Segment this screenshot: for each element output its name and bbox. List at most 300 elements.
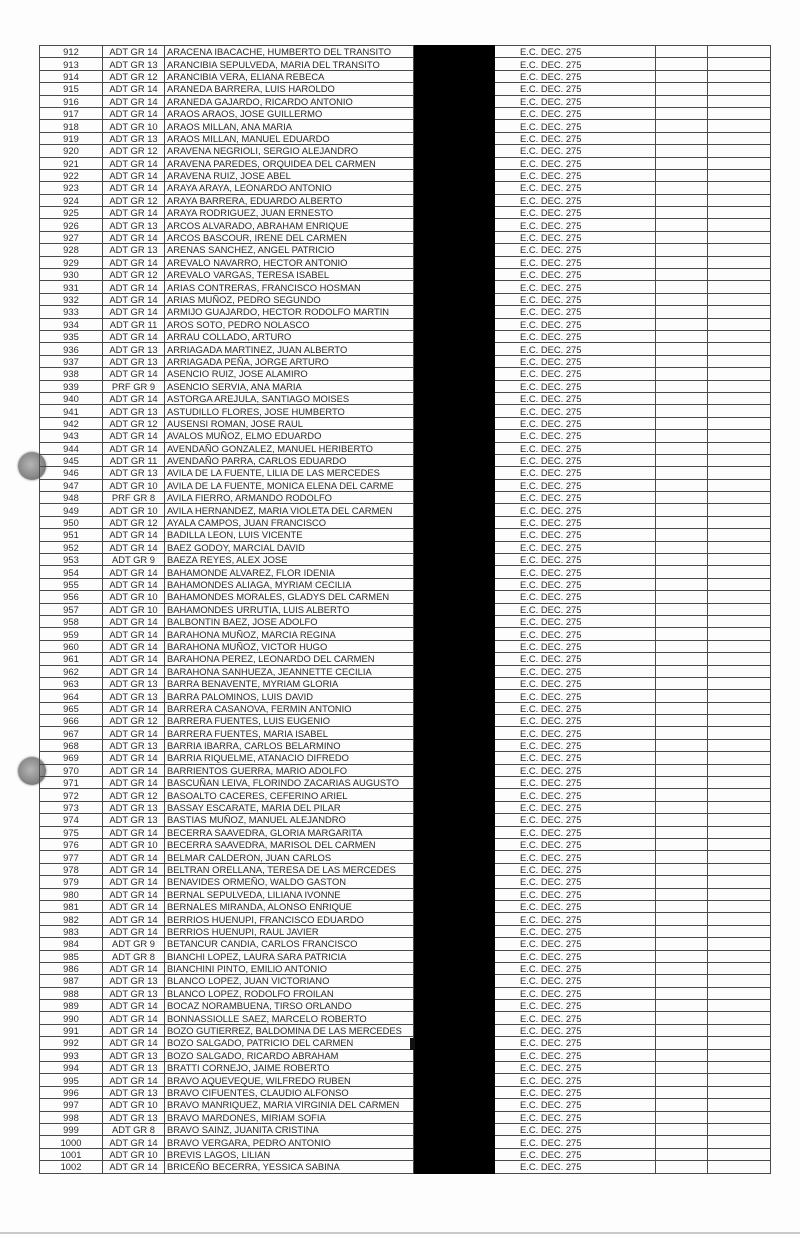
row-number-cell: 976 (40, 839, 103, 851)
blank-cell (656, 1148, 708, 1160)
blank-cell (708, 355, 771, 367)
row-number-cell: 920 (40, 145, 103, 157)
redacted-cell (414, 417, 495, 429)
employee-name-cell: ARRIAGADA PEÑA, JORGE ARTURO (165, 355, 414, 367)
table-row (40, 306, 771, 318)
grade-cell: ADT GR 10 (103, 1148, 165, 1160)
grade-cell: ADT GR 14 (103, 1136, 165, 1148)
blank-cell (656, 591, 708, 603)
grade-cell: ADT GR 13 (103, 1049, 165, 1061)
blank-cell (708, 343, 771, 355)
table-row (40, 925, 771, 937)
redacted-cell (414, 442, 495, 454)
blank-cell (708, 826, 771, 838)
blank-cell (708, 814, 771, 826)
row-number-cell: 988 (40, 987, 103, 999)
grade-cell: ADT GR 14 (103, 1000, 165, 1012)
table-row (40, 665, 771, 677)
table-row (40, 1000, 771, 1012)
blank-cell (708, 888, 771, 900)
redacted-cell (414, 603, 495, 615)
row-number-cell: 989 (40, 1000, 103, 1012)
decree-cell: E.C. DEC. 275 (495, 207, 656, 219)
decree-cell: E.C. DEC. 275 (495, 1136, 656, 1148)
grade-cell: ADT GR 14 (103, 777, 165, 789)
decree-cell: E.C. DEC. 275 (495, 925, 656, 937)
employee-name-cell: AUSENSI ROMAN, JOSE RAUL (165, 417, 414, 429)
redacted-cell (414, 615, 495, 627)
blank-cell (656, 789, 708, 801)
decree-cell: E.C. DEC. 275 (495, 566, 656, 578)
grade-cell: ADT GR 13 (103, 1111, 165, 1123)
blank-cell (656, 1074, 708, 1086)
blank-cell (708, 1037, 771, 1049)
blank-cell (708, 231, 771, 243)
employee-name-cell: AVENDAÑO PARRA, CARLOS EDUARDO (165, 454, 414, 466)
decree-cell: E.C. DEC. 275 (495, 1062, 656, 1074)
decree-cell: E.C. DEC. 275 (495, 219, 656, 231)
decree-cell: E.C. DEC. 275 (495, 591, 656, 603)
row-number-cell: 952 (40, 541, 103, 553)
redacted-cell (414, 1086, 495, 1098)
blank-cell (656, 219, 708, 231)
blank-cell (656, 95, 708, 107)
decree-cell: E.C. DEC. 275 (495, 231, 656, 243)
grade-cell: ADT GR 14 (103, 541, 165, 553)
row-number-cell: 923 (40, 182, 103, 194)
employee-name-cell: BASSAY ESCARATE, MARIA DEL PILAR (165, 801, 414, 813)
blank-cell (708, 244, 771, 256)
blank-cell (708, 938, 771, 950)
redacted-cell (414, 157, 495, 169)
grade-cell: ADT GR 13 (103, 1086, 165, 1098)
decree-cell: E.C. DEC. 275 (495, 1086, 656, 1098)
employee-name-cell: AREVALO VARGAS, TERESA ISABEL (165, 269, 414, 281)
employee-name-cell: BRAVO CIFUENTES, CLAUDIO ALFONSO (165, 1086, 414, 1098)
redacted-cell (414, 330, 495, 342)
employee-name-cell: BREVIS LAGOS, LILIAN (165, 1148, 414, 1160)
redacted-cell (414, 107, 495, 119)
blank-cell (656, 1049, 708, 1061)
blank-cell (708, 157, 771, 169)
employee-name-cell: BALBONTIN BAEZ, JOSE ADOLFO (165, 615, 414, 627)
employee-name-cell: BARRERA CASANOVA, FERMIN ANTONIO (165, 702, 414, 714)
redacted-cell (414, 814, 495, 826)
blank-cell (708, 330, 771, 342)
blank-cell (656, 1111, 708, 1123)
table-row (40, 405, 771, 417)
blank-cell (708, 417, 771, 429)
table-row (40, 107, 771, 119)
row-number-cell: 917 (40, 107, 103, 119)
row-number-cell: 978 (40, 863, 103, 875)
redacted-cell (414, 913, 495, 925)
decree-cell: E.C. DEC. 275 (495, 1111, 656, 1123)
employee-name-cell: BRAVO AQUEVEQUE, WILFREDO RUBEN (165, 1074, 414, 1086)
employee-name-cell: ASTORGA AREJULA, SANTIAGO MOISES (165, 392, 414, 404)
grade-cell: ADT GR 13 (103, 58, 165, 70)
blank-cell (656, 1161, 708, 1173)
row-number-cell: 928 (40, 244, 103, 256)
grade-cell: ADT GR 10 (103, 839, 165, 851)
grade-cell: ADT GR 10 (103, 603, 165, 615)
row-number-cell: 986 (40, 962, 103, 974)
row-number-cell: 1001 (40, 1148, 103, 1160)
table-row (40, 777, 771, 789)
decree-cell: E.C. DEC. 275 (495, 368, 656, 380)
row-number-cell: 968 (40, 739, 103, 751)
grade-cell: ADT GR 14 (103, 169, 165, 181)
redacted-cell (414, 95, 495, 107)
blank-cell (656, 380, 708, 392)
blank-cell (708, 194, 771, 206)
decree-cell: E.C. DEC. 275 (495, 541, 656, 553)
decree-cell: E.C. DEC. 275 (495, 107, 656, 119)
grade-cell: ADT GR 14 (103, 888, 165, 900)
blank-cell (656, 83, 708, 95)
row-number-cell: 934 (40, 318, 103, 330)
row-number-cell: 992 (40, 1037, 103, 1049)
row-number-cell: 970 (40, 764, 103, 776)
blank-cell (708, 900, 771, 912)
employee-name-cell: BELTRAN ORELLANA, TERESA DE LAS MERCEDES (165, 863, 414, 875)
employee-name-cell: ARRAU COLLADO, ARTURO (165, 330, 414, 342)
employee-name-cell: ARAYA ARAYA, LEONARDO ANTONIO (165, 182, 414, 194)
decree-cell: E.C. DEC. 275 (495, 1037, 656, 1049)
employee-name-cell: ARAOS ARAOS, JOSE GUILLERMO (165, 107, 414, 119)
row-number-cell: 961 (40, 653, 103, 665)
redacted-cell (414, 281, 495, 293)
decree-cell: E.C. DEC. 275 (495, 442, 656, 454)
grade-cell: ADT GR 13 (103, 739, 165, 751)
redacted-cell (414, 516, 495, 528)
table-row (40, 169, 771, 181)
blank-cell (656, 900, 708, 912)
grade-cell: ADT GR 14 (103, 442, 165, 454)
row-number-cell: 945 (40, 454, 103, 466)
row-number-cell: 991 (40, 1024, 103, 1036)
blank-cell (656, 1024, 708, 1036)
grade-cell: PRF GR 8 (103, 492, 165, 504)
employee-name-cell: BAHAMONDES URRUTIA, LUIS ALBERTO (165, 603, 414, 615)
grade-cell: ADT GR 14 (103, 281, 165, 293)
row-number-cell: 983 (40, 925, 103, 937)
decree-cell: E.C. DEC. 275 (495, 900, 656, 912)
redacted-cell (414, 430, 495, 442)
blank-cell (708, 801, 771, 813)
redacted-cell (414, 182, 495, 194)
decree-cell: E.C. DEC. 275 (495, 392, 656, 404)
row-number-cell: 1000 (40, 1136, 103, 1148)
row-number-cell: 999 (40, 1123, 103, 1135)
decree-cell: E.C. DEC. 275 (495, 702, 656, 714)
decree-cell: E.C. DEC. 275 (495, 70, 656, 82)
blank-cell (708, 1074, 771, 1086)
employee-name-cell: ARANEDA BARRERA, LUIS HAROLDO (165, 83, 414, 95)
table-row (40, 950, 771, 962)
blank-cell (656, 752, 708, 764)
employee-name-cell: ARRIAGADA MARTINEZ, JUAN ALBERTO (165, 343, 414, 355)
blank-cell (656, 169, 708, 181)
employee-name-cell: BRAVO MARDONES, MIRIAM SOFIA (165, 1111, 414, 1123)
grade-cell: ADT GR 14 (103, 95, 165, 107)
blank-cell (708, 1049, 771, 1061)
row-number-cell: 984 (40, 938, 103, 950)
blank-cell (656, 132, 708, 144)
grade-cell: ADT GR 12 (103, 269, 165, 281)
employee-name-cell: BARAHONA MUÑOZ, MARCIA REGINA (165, 628, 414, 640)
redacted-cell (414, 70, 495, 82)
employee-name-cell: ARAVENA NEGRIOLI, SERGIO ALEJANDRO (165, 145, 414, 157)
table-row (40, 70, 771, 82)
redacted-cell (414, 764, 495, 776)
redacted-cell (414, 306, 495, 318)
decree-cell: E.C. DEC. 275 (495, 715, 656, 727)
employee-name-cell: BERNAL SEPULVEDA, LILIANA IVONNE (165, 888, 414, 900)
grade-cell: ADT GR 14 (103, 1024, 165, 1036)
table-row (40, 442, 771, 454)
blank-cell (656, 355, 708, 367)
redacted-cell (414, 1111, 495, 1123)
table-row (40, 628, 771, 640)
blank-cell (656, 826, 708, 838)
table-row (40, 182, 771, 194)
grade-cell: ADT GR 13 (103, 343, 165, 355)
row-number-cell: 958 (40, 615, 103, 627)
blank-cell (656, 578, 708, 590)
redacted-cell (414, 1062, 495, 1074)
employee-name-cell: ARIAS MUÑOZ, PEDRO SEGUNDO (165, 293, 414, 305)
blank-cell (656, 107, 708, 119)
blank-cell (656, 950, 708, 962)
row-number-cell: 941 (40, 405, 103, 417)
table-row (40, 1049, 771, 1061)
table-row (40, 479, 771, 491)
redacted-cell (414, 145, 495, 157)
decree-cell: E.C. DEC. 275 (495, 777, 656, 789)
blank-cell (656, 876, 708, 888)
decree-cell: E.C. DEC. 275 (495, 157, 656, 169)
employee-name-cell: BOZO SALGADO, PATRICIO DEL CARMEN (165, 1037, 414, 1049)
blank-cell (656, 145, 708, 157)
redacted-cell (414, 653, 495, 665)
redacted-cell (414, 120, 495, 132)
blank-cell (708, 207, 771, 219)
redacted-cell (414, 938, 495, 950)
table-row (40, 281, 771, 293)
row-number-cell: 974 (40, 814, 103, 826)
row-number-cell: 957 (40, 603, 103, 615)
row-number-cell: 953 (40, 554, 103, 566)
table-row (40, 591, 771, 603)
blank-cell (656, 1037, 708, 1049)
blank-cell (656, 46, 708, 58)
grade-cell: ADT GR 13 (103, 975, 165, 987)
row-number-cell: 938 (40, 368, 103, 380)
decree-cell: E.C. DEC. 275 (495, 355, 656, 367)
grade-cell: ADT GR 13 (103, 814, 165, 826)
row-number-cell: 922 (40, 169, 103, 181)
blank-cell (708, 169, 771, 181)
row-number-cell: 966 (40, 715, 103, 727)
row-number-cell: 932 (40, 293, 103, 305)
redacted-cell (414, 1049, 495, 1061)
decree-cell: E.C. DEC. 275 (495, 1161, 656, 1173)
decree-cell: E.C. DEC. 275 (495, 1000, 656, 1012)
row-number-cell: 954 (40, 566, 103, 578)
row-number-cell: 998 (40, 1111, 103, 1123)
decree-cell: E.C. DEC. 275 (495, 851, 656, 863)
grade-cell: ADT GR 13 (103, 987, 165, 999)
blank-cell (656, 343, 708, 355)
table-row (40, 752, 771, 764)
grade-cell: ADT GR 8 (103, 1123, 165, 1135)
employee-name-cell: BASCUÑAN LEIVA, FLORINDO ZACARIAS AUGUSTO (165, 777, 414, 789)
grade-cell: ADT GR 14 (103, 863, 165, 875)
blank-cell (708, 1012, 771, 1024)
grade-cell: ADT GR 14 (103, 913, 165, 925)
table-row (40, 653, 771, 665)
decree-cell: E.C. DEC. 275 (495, 281, 656, 293)
blank-cell (708, 1161, 771, 1173)
blank-cell (656, 839, 708, 851)
decree-cell: E.C. DEC. 275 (495, 95, 656, 107)
table-row (40, 1161, 771, 1173)
grade-cell: ADT GR 14 (103, 330, 165, 342)
grade-cell: ADT GR 14 (103, 615, 165, 627)
employee-name-cell: BERRIOS HUENUPI, RAUL JAVIER (165, 925, 414, 937)
grade-cell: ADT GR 14 (103, 430, 165, 442)
row-number-cell: 943 (40, 430, 103, 442)
grade-cell: ADT GR 10 (103, 120, 165, 132)
redacted-cell (414, 987, 495, 999)
blank-cell (708, 405, 771, 417)
redacted-cell (414, 876, 495, 888)
decree-cell: E.C. DEC. 275 (495, 789, 656, 801)
row-number-cell: 947 (40, 479, 103, 491)
blank-cell (708, 120, 771, 132)
table-row (40, 256, 771, 268)
redacted-cell (414, 925, 495, 937)
blank-cell (656, 987, 708, 999)
table-row (40, 826, 771, 838)
decree-cell: E.C. DEC. 275 (495, 58, 656, 70)
table-row (40, 727, 771, 739)
grade-cell: ADT GR 12 (103, 70, 165, 82)
blank-cell (656, 739, 708, 751)
employee-name-cell: AVENDAÑO GONZALEZ, MANUEL HERIBERTO (165, 442, 414, 454)
blank-cell (656, 392, 708, 404)
blank-cell (656, 70, 708, 82)
blank-cell (656, 244, 708, 256)
redacted-cell (414, 454, 495, 466)
row-number-cell: 946 (40, 467, 103, 479)
blank-cell (708, 46, 771, 58)
decree-cell: E.C. DEC. 275 (495, 120, 656, 132)
employee-name-cell: BOCAZ NORAMBUENA, TIRSO ORLANDO (165, 1000, 414, 1012)
employee-name-cell: ASENCIO RUIZ, JOSE ALAMIRO (165, 368, 414, 380)
decree-cell: E.C. DEC. 275 (495, 615, 656, 627)
grade-cell: ADT GR 14 (103, 207, 165, 219)
grade-cell: ADT GR 13 (103, 467, 165, 479)
row-number-cell: 951 (40, 529, 103, 541)
redacted-cell (414, 58, 495, 70)
blank-cell (656, 1086, 708, 1098)
redacted-cell (414, 132, 495, 144)
grade-cell: ADT GR 10 (103, 504, 165, 516)
row-number-cell: 942 (40, 417, 103, 429)
decree-cell: E.C. DEC. 275 (495, 169, 656, 181)
grade-cell: PRF GR 9 (103, 380, 165, 392)
grade-cell: ADT GR 14 (103, 1037, 165, 1049)
employee-name-cell: BIANCHI LOPEZ, LAURA SARA PATRICIA (165, 950, 414, 962)
blank-cell (708, 70, 771, 82)
blank-cell (708, 58, 771, 70)
redacted-cell (414, 715, 495, 727)
row-number-cell: 913 (40, 58, 103, 70)
row-number-cell: 969 (40, 752, 103, 764)
blank-cell (708, 182, 771, 194)
decree-cell: E.C. DEC. 275 (495, 1049, 656, 1061)
decree-cell: E.C. DEC. 275 (495, 182, 656, 194)
redacted-cell (414, 777, 495, 789)
blank-cell (708, 1136, 771, 1148)
blank-cell (708, 950, 771, 962)
grade-cell: ADT GR 14 (103, 876, 165, 888)
row-number-cell: 939 (40, 380, 103, 392)
employee-name-cell: ARAOS MILLAN, ANA MARIA (165, 120, 414, 132)
blank-cell (656, 554, 708, 566)
redacted-cell (414, 578, 495, 590)
blank-cell (708, 132, 771, 144)
blank-cell (656, 715, 708, 727)
blank-cell (708, 219, 771, 231)
blank-cell (656, 690, 708, 702)
blank-cell (708, 318, 771, 330)
blank-cell (656, 330, 708, 342)
blank-cell (656, 281, 708, 293)
row-number-cell: 972 (40, 789, 103, 801)
blank-cell (708, 83, 771, 95)
row-number-cell: 965 (40, 702, 103, 714)
table-row (40, 231, 771, 243)
grade-cell: ADT GR 14 (103, 628, 165, 640)
decree-cell: E.C. DEC. 275 (495, 764, 656, 776)
row-number-cell: 944 (40, 442, 103, 454)
redacted-cell (414, 405, 495, 417)
row-number-cell: 940 (40, 392, 103, 404)
decree-cell: E.C. DEC. 275 (495, 380, 656, 392)
table-row (40, 677, 771, 689)
grade-cell: ADT GR 14 (103, 1074, 165, 1086)
grade-cell: ADT GR 14 (103, 925, 165, 937)
blank-cell (656, 764, 708, 776)
blank-cell (656, 851, 708, 863)
decree-cell: E.C. DEC. 275 (495, 839, 656, 851)
table-row (40, 801, 771, 813)
row-number-cell: 973 (40, 801, 103, 813)
grade-cell: ADT GR 12 (103, 417, 165, 429)
row-number-cell: 994 (40, 1062, 103, 1074)
table-row (40, 839, 771, 851)
blank-cell (708, 851, 771, 863)
redacted-cell (414, 83, 495, 95)
redacted-cell (414, 839, 495, 851)
redacted-cell (414, 1161, 495, 1173)
blank-cell (656, 194, 708, 206)
blank-cell (656, 467, 708, 479)
redacted-cell (414, 269, 495, 281)
